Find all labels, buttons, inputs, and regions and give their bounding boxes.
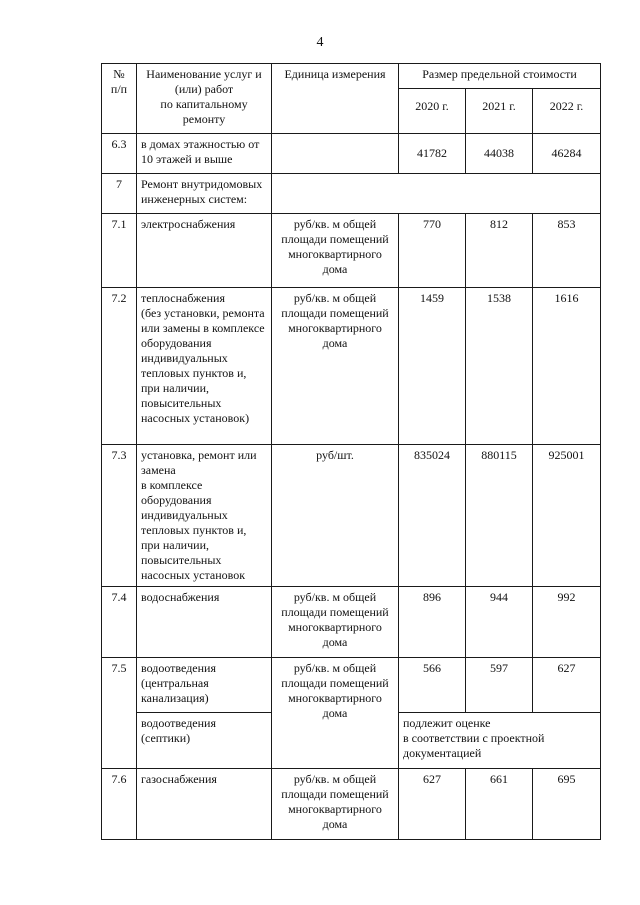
header-unit: Единица измерения xyxy=(272,64,399,134)
row-value-2020: 41782 xyxy=(399,134,466,174)
row-value-2022: 925001 xyxy=(533,445,601,587)
header-year-2021: 2021 г. xyxy=(466,88,533,133)
row-name: водоснабжения xyxy=(137,587,272,658)
row-unit: руб/кв. м общей площади помещений многоквартирного дома xyxy=(272,769,399,840)
row-unit: руб/кв. м общей площади помещений многоквартирного дома xyxy=(272,288,399,445)
table-row xyxy=(102,174,601,214)
row-value-2022: 1616 xyxy=(533,288,601,445)
table-row xyxy=(102,658,601,713)
row-name: водоотведения (центральная канализация) xyxy=(137,658,272,713)
cost-limits-table xyxy=(101,63,601,840)
row-name: теплоснабжения (без установки, ремонта или замены в комплексе оборудования индивидуальных тепловых пунктов и, при наличии, повысительных насосных установок) xyxy=(137,288,272,445)
row-empty-span xyxy=(272,174,601,214)
header-name: Наименование услуг и (или) работ по капитальному ремонту xyxy=(137,64,272,134)
row-value-2020: 896 xyxy=(399,587,466,658)
row-unit: руб/кв. м общей площади помещений многоквартирного дома xyxy=(272,587,399,658)
row-unit: руб/шт. xyxy=(272,445,399,587)
table-row xyxy=(102,445,601,587)
table-row xyxy=(102,134,601,174)
row-num: 7.3 xyxy=(102,445,137,587)
row-num: 7.4 xyxy=(102,587,137,658)
row-name: газоснабжения xyxy=(137,769,272,840)
row-value-2022: 46284 xyxy=(533,134,601,174)
row-name: в домах этажностью от 10 этажей и выше xyxy=(137,134,272,174)
row-value-2022: 992 xyxy=(533,587,601,658)
row-value-2021: 944 xyxy=(466,587,533,658)
row-unit: руб/кв. м общей площади помещений многоквартирного дома xyxy=(272,214,399,288)
row-value-2021: 812 xyxy=(466,214,533,288)
header-cost: Размер предельной стоимости xyxy=(399,64,601,89)
row-unit xyxy=(272,134,399,174)
row-value-2021: 1538 xyxy=(466,288,533,445)
row-value-2021: 661 xyxy=(466,769,533,840)
table-row xyxy=(102,288,601,445)
row-value-2020: 835024 xyxy=(399,445,466,587)
row-name: водоотведения (септики) xyxy=(137,713,272,769)
header-year-2020: 2020 г. xyxy=(399,88,466,133)
row-num: 6.3 xyxy=(102,134,137,174)
row-value-2021: 880115 xyxy=(466,445,533,587)
row-value-2020: 1459 xyxy=(399,288,466,445)
row-num: 7.1 xyxy=(102,214,137,288)
row-num: 7.2 xyxy=(102,288,137,445)
row-num: 7 xyxy=(102,174,137,214)
row-value-2020: 566 xyxy=(399,658,466,713)
row-value-2022: 627 xyxy=(533,658,601,713)
row-value-2020: 770 xyxy=(399,214,466,288)
row-value-2021: 44038 xyxy=(466,134,533,174)
header-num: № п/п xyxy=(102,64,137,134)
page-number: 4 xyxy=(316,35,324,50)
row-value-2022: 853 xyxy=(533,214,601,288)
row-unit: руб/кв. м общей площади помещений многоквартирного дома xyxy=(272,658,399,769)
table-row xyxy=(102,587,601,658)
row-name: электроснабжения xyxy=(137,214,272,288)
row-num: 7.5 xyxy=(102,658,137,769)
row-name: Ремонт внутридомовых инженерных систем: xyxy=(137,174,272,214)
table-row xyxy=(102,769,601,840)
row-value-2020: 627 xyxy=(399,769,466,840)
row-note: подлежит оценке в соответствии с проектной документацией xyxy=(399,713,601,769)
table-header-row xyxy=(102,64,601,89)
row-value-2021: 597 xyxy=(466,658,533,713)
table-row xyxy=(102,214,601,288)
row-num: 7.6 xyxy=(102,769,137,840)
row-value-2022: 695 xyxy=(533,769,601,840)
header-year-2022: 2022 г. xyxy=(533,88,601,133)
row-name: установка, ремонт или замена в комплексе оборудования индивидуальных тепловых пунктов и, при наличии, повысительных насосных установок xyxy=(137,445,272,587)
